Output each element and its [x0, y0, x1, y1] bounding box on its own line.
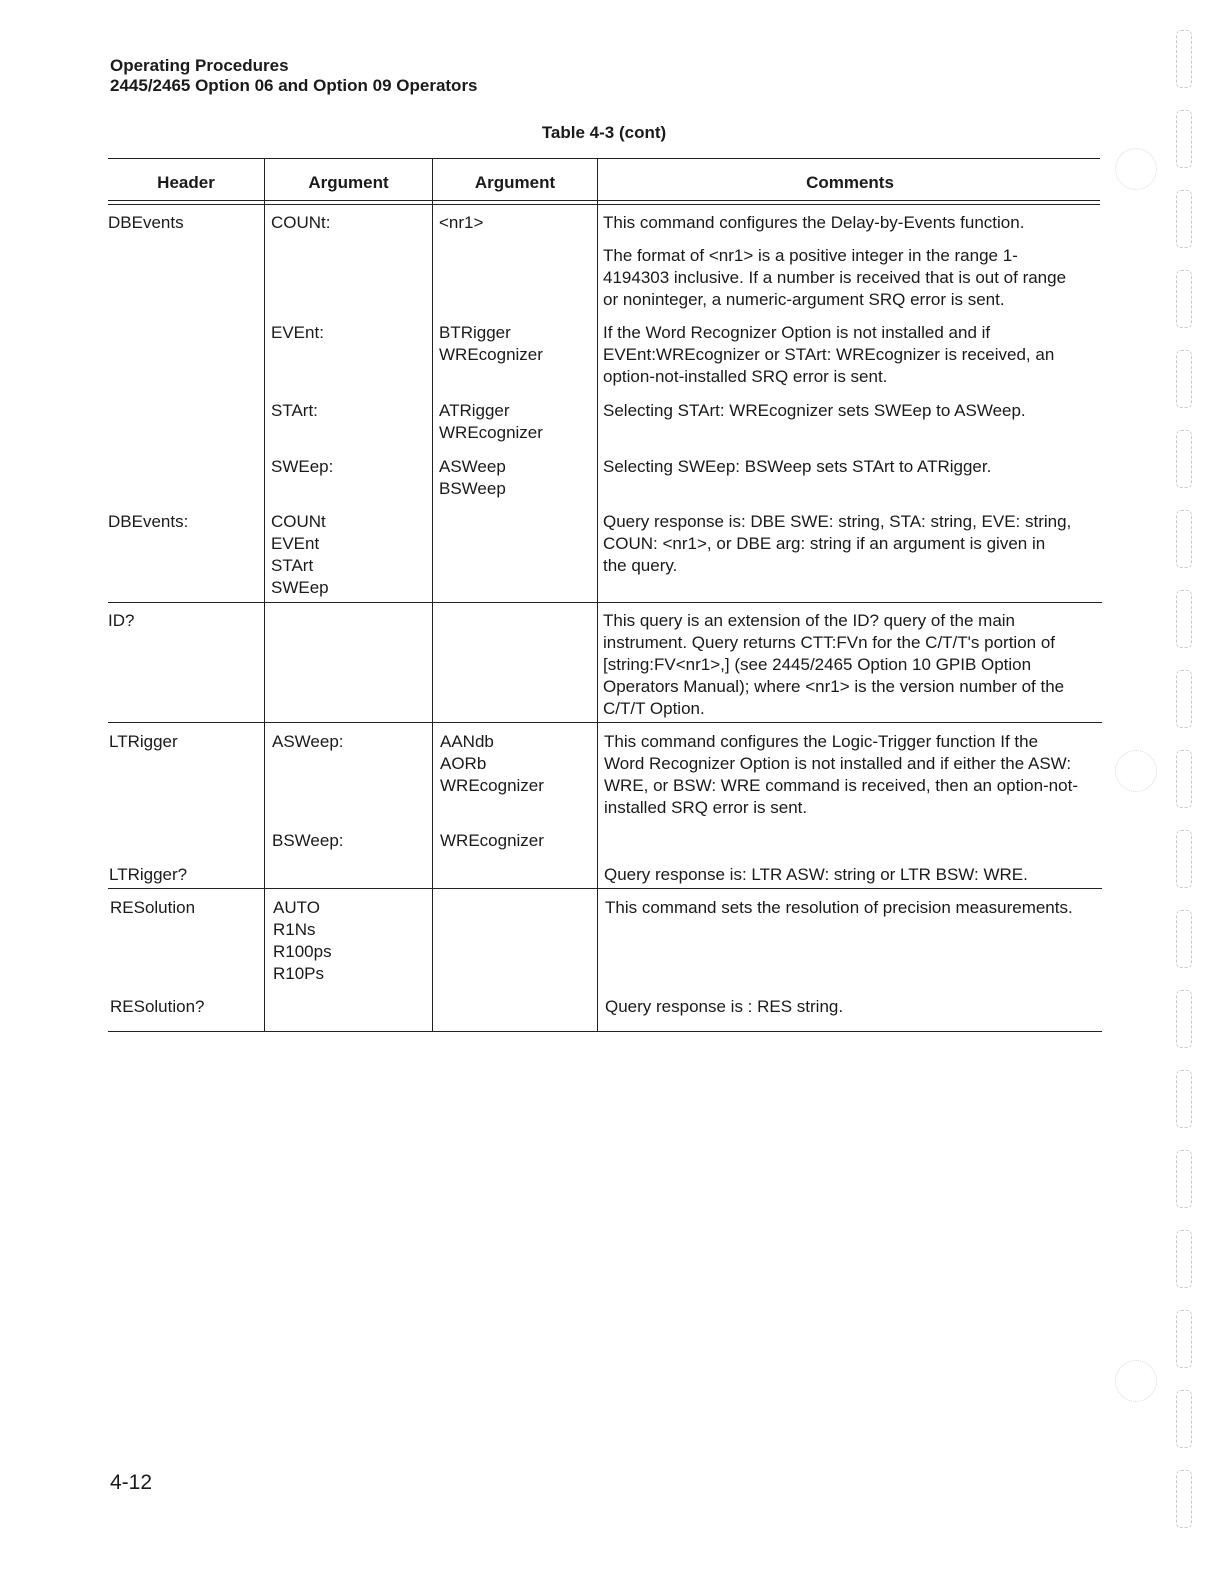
argument-cell: COUNt: — [271, 213, 331, 232]
header-cell: DBEvents: — [108, 512, 189, 531]
column-divider — [432, 158, 433, 1032]
comment-cell: If the Word Recognizer Option is not installed and if EVEnt:WREcognizer or STArt: WREcognizer is received, an option-not-installed SRQ error is sent. — [603, 323, 1055, 386]
comment-cell: Selecting STArt: WREcognizer sets SWEep to ASWeep. — [603, 401, 1026, 420]
header-cell: RESolution — [110, 898, 196, 917]
header-rule-1 — [108, 200, 1100, 201]
comment-cell: This command sets the resolution of precision measurements. — [605, 898, 1073, 917]
comment-cell: Query response is: DBE SWE: string, STA: string, EVE: string, COUN: <nr1>, or DBE arg: string if an argument is given in the query. — [603, 512, 1072, 575]
binder-hole — [1176, 1310, 1192, 1368]
binder-hole — [1176, 590, 1192, 648]
binder-hole — [1176, 190, 1192, 248]
running-header — [110, 56, 478, 96]
argument-cell: ASWeep: — [272, 732, 344, 751]
row-rule — [108, 722, 1102, 723]
argument-cell: BSWeep: — [272, 831, 344, 850]
binder-hole — [1176, 910, 1192, 968]
argument-cell: ASWeep BSWeep — [439, 457, 506, 498]
column-header: Header — [157, 173, 215, 192]
column-divider — [597, 158, 598, 1032]
page-number: 4-12 — [110, 1471, 153, 1494]
section-subtitle: 2445/2465 Option 06 and Option 09 Operators — [110, 76, 478, 95]
argument-cell: AUTO R1Ns R100ps R10Ps — [273, 898, 332, 983]
header-cell: RESolution? — [110, 997, 205, 1016]
argument-cell: ATRigger WREcognizer — [439, 401, 543, 442]
column-divider — [264, 158, 265, 1032]
binder-hole — [1176, 510, 1192, 568]
comment-cell: Query response is: LTR ASW: string or LTR BSW: WRE. — [604, 865, 1028, 884]
binder-hole — [1176, 110, 1192, 168]
binder-hole — [1176, 750, 1192, 808]
binder-hole — [1176, 270, 1192, 328]
argument-cell: <nr1> — [439, 213, 484, 232]
argument-cell: COUNt EVEnt STArt SWEep — [271, 512, 329, 597]
argument-cell: AANdb AORb WREcognizer — [440, 732, 544, 795]
header-rule-2 — [108, 204, 1100, 205]
binder-hole — [1176, 1390, 1192, 1448]
punch-mark — [1115, 148, 1157, 190]
header-cell: ID? — [108, 611, 135, 630]
comment-cell: This command configures the Logic-Trigger function If the Word Recognizer Option is not installed and if either the ASW: WRE, or BSW: WRE command is received, then an option-not- installed SRQ error is sent. — [604, 732, 1078, 817]
argument-cell: EVEnt: — [271, 323, 324, 342]
header-cell: DBEvents — [108, 213, 184, 232]
comment-cell: This command configures the Delay-by-Events function. — [603, 213, 1025, 232]
binder-hole — [1176, 830, 1192, 888]
comment-cell: This query is an extension of the ID? query of the main instrument. Query returns CTT:FVn for the C/T/T's portion of [string:FV<nr1>,] (see 2445/2465 Option 10 GPIB Option Operators Manual); where <nr1> is the version number of the C/T/T Option. — [603, 611, 1065, 718]
header-cell: LTRigger? — [109, 865, 188, 884]
argument-cell: SWEep: — [271, 457, 334, 476]
binder-hole — [1176, 1150, 1192, 1208]
argument-cell: STArt: — [271, 401, 318, 420]
binder-hole — [1176, 990, 1192, 1048]
table-bottom-rule — [108, 1031, 1102, 1032]
punch-mark — [1115, 750, 1157, 792]
binder-hole — [1176, 1230, 1192, 1288]
table-top-rule — [108, 158, 1100, 159]
comment-cell: Query response is : RES string. — [605, 997, 844, 1016]
column-header: Argument — [474, 173, 556, 192]
table-caption: Table 4-3 (cont) — [541, 123, 667, 142]
section-title: Operating Procedures — [110, 56, 289, 75]
binder-hole — [1176, 1070, 1192, 1128]
comment-cell: The format of <nr1> is a positive integer in the range 1- 4194303 inclusive. If a number is received that is out of range or noninteger, a numeric-argument SRQ error is sent. — [603, 246, 1067, 309]
binder-hole — [1176, 1470, 1192, 1528]
punch-mark — [1115, 1360, 1157, 1402]
argument-cell: BTRigger WREcognizer — [439, 323, 543, 364]
binder-hole — [1176, 430, 1192, 488]
row-rule — [108, 888, 1102, 889]
argument-cell: WREcognizer — [440, 831, 544, 850]
row-rule — [108, 602, 1102, 603]
column-header: Comments — [806, 173, 894, 192]
binder-hole — [1176, 30, 1192, 88]
header-cell: LTRigger — [109, 732, 178, 751]
comment-cell: Selecting SWEep: BSWeep sets STArt to ATRigger. — [603, 457, 992, 476]
binder-hole — [1176, 350, 1192, 408]
column-header: Argument — [308, 173, 389, 192]
binder-hole — [1176, 670, 1192, 728]
